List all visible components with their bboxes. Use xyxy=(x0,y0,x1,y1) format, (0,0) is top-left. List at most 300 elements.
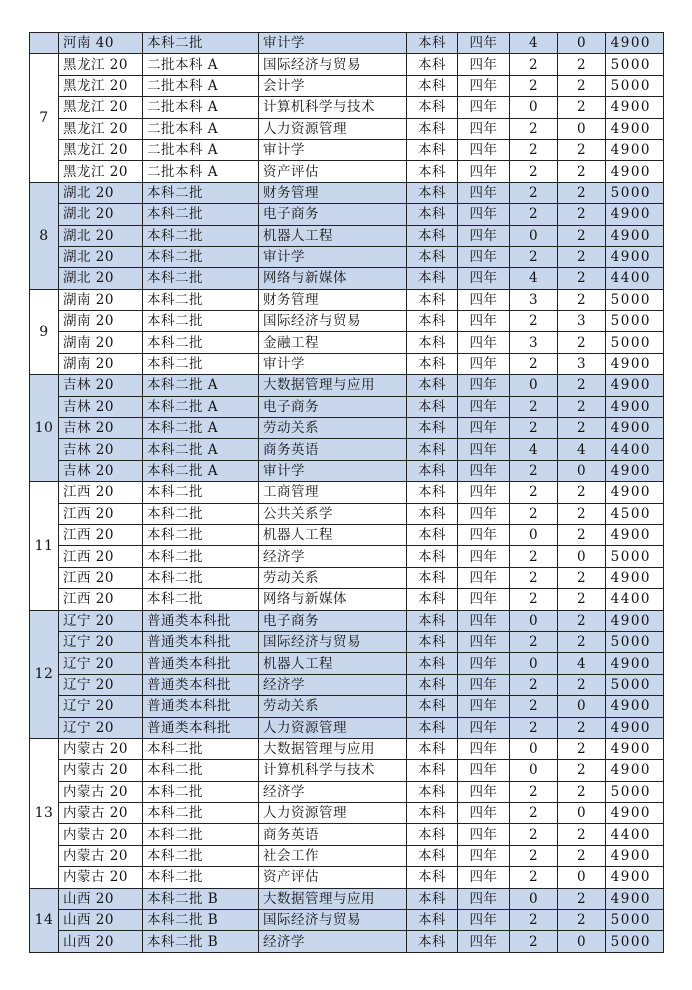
major-cell: 国际经济与贸易 xyxy=(259,631,407,652)
level-cell: 本科 xyxy=(407,610,458,631)
batch-cell: 二批本科 A xyxy=(143,161,259,182)
duration-cell: 四年 xyxy=(458,246,510,267)
level-cell: 本科 xyxy=(407,910,458,931)
plan-a-cell: 2 xyxy=(510,845,558,866)
major-cell: 财务管理 xyxy=(259,289,407,310)
plan-a-cell: 2 xyxy=(510,503,558,524)
province-quota-cell: 湖北 20 xyxy=(59,204,143,225)
major-cell: 金融工程 xyxy=(259,332,407,353)
province-quota-cell: 江西 20 xyxy=(59,589,143,610)
province-quota-cell: 黑龙江 20 xyxy=(59,139,143,160)
table-row xyxy=(30,97,664,118)
plan-a-cell: 0 xyxy=(510,738,558,759)
level-cell: 本科 xyxy=(407,353,458,374)
level-cell: 本科 xyxy=(407,182,458,203)
duration-cell: 四年 xyxy=(458,268,510,289)
tuition-cell: 4400 xyxy=(606,589,664,610)
tuition-cell: 4400 xyxy=(606,268,664,289)
major-cell: 网络与新媒体 xyxy=(259,268,407,289)
batch-cell: 本科二批 xyxy=(143,760,259,781)
plan-a-cell: 0 xyxy=(510,524,558,545)
province-quota-cell: 吉林 20 xyxy=(59,375,143,396)
province-quota-cell: 黑龙江 20 xyxy=(59,118,143,139)
major-cell: 商务英语 xyxy=(259,439,407,460)
table-row xyxy=(30,353,664,374)
major-cell: 劳动关系 xyxy=(259,696,407,717)
table-row xyxy=(30,760,664,781)
tuition-cell: 4900 xyxy=(606,33,664,54)
tuition-cell: 5000 xyxy=(606,781,664,802)
plan-a-cell: 2 xyxy=(510,182,558,203)
plan-a-cell: 0 xyxy=(510,610,558,631)
level-cell: 本科 xyxy=(407,824,458,845)
level-cell: 本科 xyxy=(407,482,458,503)
level-cell: 本科 xyxy=(407,931,458,952)
major-cell: 劳动关系 xyxy=(259,567,407,588)
group-number-cell: 9 xyxy=(30,289,59,375)
tuition-cell: 4900 xyxy=(606,867,664,888)
tuition-cell: 4900 xyxy=(606,717,664,738)
tuition-cell: 4900 xyxy=(606,375,664,396)
level-cell: 本科 xyxy=(407,33,458,54)
group-number-cell xyxy=(30,33,59,54)
plan-a-cell: 2 xyxy=(510,781,558,802)
enrollment-table xyxy=(29,32,664,953)
province-quota-cell: 江西 20 xyxy=(59,503,143,524)
plan-a-cell: 3 xyxy=(510,289,558,310)
level-cell: 本科 xyxy=(407,674,458,695)
plan-b-cell: 2 xyxy=(558,738,606,759)
province-quota-cell: 湖北 20 xyxy=(59,225,143,246)
plan-b-cell: 2 xyxy=(558,589,606,610)
province-quota-cell: 湖南 20 xyxy=(59,332,143,353)
duration-cell: 四年 xyxy=(458,888,510,909)
batch-cell: 本科二批 xyxy=(143,246,259,267)
duration-cell: 四年 xyxy=(458,460,510,481)
plan-b-cell: 2 xyxy=(558,418,606,439)
batch-cell: 本科二批 xyxy=(143,867,259,888)
tuition-cell: 5000 xyxy=(606,289,664,310)
level-cell: 本科 xyxy=(407,567,458,588)
group-number-cell: 8 xyxy=(30,182,59,289)
plan-b-cell: 2 xyxy=(558,54,606,75)
level-cell: 本科 xyxy=(407,781,458,802)
batch-cell: 本科二批 xyxy=(143,482,259,503)
plan-a-cell: 4 xyxy=(510,439,558,460)
province-quota-cell: 辽宁 20 xyxy=(59,674,143,695)
plan-a-cell: 2 xyxy=(510,460,558,481)
plan-b-cell: 2 xyxy=(558,760,606,781)
province-quota-cell: 辽宁 20 xyxy=(59,631,143,652)
major-cell: 审计学 xyxy=(259,246,407,267)
major-cell: 电子商务 xyxy=(259,204,407,225)
plan-b-cell: 2 xyxy=(558,824,606,845)
table-row xyxy=(30,225,664,246)
duration-cell: 四年 xyxy=(458,524,510,545)
tuition-cell: 4400 xyxy=(606,439,664,460)
level-cell: 本科 xyxy=(407,653,458,674)
tuition-cell: 4400 xyxy=(606,824,664,845)
level-cell: 本科 xyxy=(407,760,458,781)
table-row xyxy=(30,289,664,310)
table-row xyxy=(30,803,664,824)
major-cell: 人力资源管理 xyxy=(259,118,407,139)
duration-cell: 四年 xyxy=(458,482,510,503)
major-cell: 大数据管理与应用 xyxy=(259,375,407,396)
plan-b-cell: 2 xyxy=(558,524,606,545)
batch-cell: 本科二批 xyxy=(143,332,259,353)
plan-b-cell: 2 xyxy=(558,717,606,738)
major-cell: 电子商务 xyxy=(259,396,407,417)
group-number-cell: 7 xyxy=(30,54,59,182)
plan-b-cell: 3 xyxy=(558,311,606,332)
duration-cell: 四年 xyxy=(458,396,510,417)
plan-a-cell: 2 xyxy=(510,246,558,267)
plan-a-cell: 2 xyxy=(510,396,558,417)
duration-cell: 四年 xyxy=(458,139,510,160)
plan-b-cell: 0 xyxy=(558,33,606,54)
level-cell: 本科 xyxy=(407,589,458,610)
batch-cell: 本科二批 A xyxy=(143,418,259,439)
plan-b-cell: 2 xyxy=(558,97,606,118)
tuition-cell: 4900 xyxy=(606,460,664,481)
batch-cell: 本科二批 xyxy=(143,353,259,374)
level-cell: 本科 xyxy=(407,54,458,75)
table-row xyxy=(30,631,664,652)
table-row xyxy=(30,845,664,866)
duration-cell: 四年 xyxy=(458,353,510,374)
level-cell: 本科 xyxy=(407,867,458,888)
table-row xyxy=(30,824,664,845)
batch-cell: 本科二批 xyxy=(143,567,259,588)
plan-b-cell: 2 xyxy=(558,567,606,588)
province-quota-cell: 湖南 20 xyxy=(59,289,143,310)
major-cell: 资产评估 xyxy=(259,161,407,182)
batch-cell: 二批本科 A xyxy=(143,54,259,75)
batch-cell: 本科二批 B xyxy=(143,910,259,931)
plan-b-cell: 2 xyxy=(558,268,606,289)
table-row xyxy=(30,161,664,182)
major-cell: 人力资源管理 xyxy=(259,803,407,824)
batch-cell: 本科二批 A xyxy=(143,375,259,396)
plan-a-cell: 2 xyxy=(510,567,558,588)
tuition-cell: 4900 xyxy=(606,418,664,439)
level-cell: 本科 xyxy=(407,375,458,396)
batch-cell: 本科二批 xyxy=(143,311,259,332)
table-row xyxy=(30,610,664,631)
plan-a-cell: 2 xyxy=(510,867,558,888)
plan-a-cell: 2 xyxy=(510,418,558,439)
batch-cell: 本科二批 xyxy=(143,225,259,246)
plan-b-cell: 2 xyxy=(558,845,606,866)
plan-b-cell: 2 xyxy=(558,910,606,931)
tuition-cell: 5000 xyxy=(606,674,664,695)
plan-b-cell: 2 xyxy=(558,289,606,310)
province-quota-cell: 山西 20 xyxy=(59,910,143,931)
level-cell: 本科 xyxy=(407,845,458,866)
province-quota-cell: 吉林 20 xyxy=(59,460,143,481)
duration-cell: 四年 xyxy=(458,567,510,588)
table-row xyxy=(30,674,664,695)
tuition-cell: 5000 xyxy=(606,631,664,652)
plan-a-cell: 2 xyxy=(510,353,558,374)
tuition-cell: 5000 xyxy=(606,311,664,332)
province-quota-cell: 内蒙古 20 xyxy=(59,845,143,866)
duration-cell: 四年 xyxy=(458,182,510,203)
plan-b-cell: 0 xyxy=(558,546,606,567)
plan-a-cell: 2 xyxy=(510,204,558,225)
duration-cell: 四年 xyxy=(458,311,510,332)
tuition-cell: 5000 xyxy=(606,182,664,203)
plan-a-cell: 0 xyxy=(510,888,558,909)
plan-a-cell: 2 xyxy=(510,482,558,503)
table-row xyxy=(30,118,664,139)
plan-b-cell: 3 xyxy=(558,353,606,374)
table-row xyxy=(30,418,664,439)
plan-b-cell: 2 xyxy=(558,332,606,353)
duration-cell: 四年 xyxy=(458,589,510,610)
plan-a-cell: 0 xyxy=(510,97,558,118)
tuition-cell: 4900 xyxy=(606,696,664,717)
level-cell: 本科 xyxy=(407,204,458,225)
duration-cell: 四年 xyxy=(458,289,510,310)
batch-cell: 本科二批 xyxy=(143,204,259,225)
plan-a-cell: 2 xyxy=(510,161,558,182)
plan-b-cell: 2 xyxy=(558,204,606,225)
table-row xyxy=(30,781,664,802)
plan-b-cell: 2 xyxy=(558,503,606,524)
duration-cell: 四年 xyxy=(458,418,510,439)
province-quota-cell: 黑龙江 20 xyxy=(59,97,143,118)
table-row xyxy=(30,482,664,503)
major-cell: 大数据管理与应用 xyxy=(259,738,407,759)
province-quota-cell: 黑龙江 20 xyxy=(59,75,143,96)
batch-cell: 本科二批 xyxy=(143,33,259,54)
duration-cell: 四年 xyxy=(458,225,510,246)
plan-a-cell: 2 xyxy=(510,803,558,824)
tuition-cell: 4900 xyxy=(606,161,664,182)
plan-a-cell: 2 xyxy=(510,311,558,332)
major-cell: 人力资源管理 xyxy=(259,717,407,738)
level-cell: 本科 xyxy=(407,460,458,481)
plan-a-cell: 0 xyxy=(510,375,558,396)
major-cell: 机器人工程 xyxy=(259,225,407,246)
major-cell: 电子商务 xyxy=(259,610,407,631)
province-quota-cell: 内蒙古 20 xyxy=(59,824,143,845)
plan-a-cell: 2 xyxy=(510,631,558,652)
batch-cell: 二批本科 A xyxy=(143,139,259,160)
plan-b-cell: 2 xyxy=(558,674,606,695)
tuition-cell: 5000 xyxy=(606,332,664,353)
duration-cell: 四年 xyxy=(458,610,510,631)
plan-a-cell: 2 xyxy=(510,54,558,75)
major-cell: 国际经济与贸易 xyxy=(259,54,407,75)
plan-a-cell: 0 xyxy=(510,653,558,674)
province-quota-cell: 江西 20 xyxy=(59,482,143,503)
tuition-cell: 4900 xyxy=(606,353,664,374)
duration-cell: 四年 xyxy=(458,910,510,931)
batch-cell: 本科二批 xyxy=(143,182,259,203)
level-cell: 本科 xyxy=(407,97,458,118)
major-cell: 审计学 xyxy=(259,460,407,481)
table-row xyxy=(30,332,664,353)
level-cell: 本科 xyxy=(407,75,458,96)
plan-a-cell: 2 xyxy=(510,824,558,845)
plan-a-cell: 2 xyxy=(510,910,558,931)
plan-b-cell: 2 xyxy=(558,482,606,503)
duration-cell: 四年 xyxy=(458,696,510,717)
level-cell: 本科 xyxy=(407,418,458,439)
batch-cell: 普通类本科批 xyxy=(143,674,259,695)
batch-cell: 本科二批 xyxy=(143,546,259,567)
table-row xyxy=(30,396,664,417)
province-quota-cell: 山西 20 xyxy=(59,931,143,952)
province-quota-cell: 湖北 20 xyxy=(59,182,143,203)
duration-cell: 四年 xyxy=(458,760,510,781)
level-cell: 本科 xyxy=(407,268,458,289)
table-row xyxy=(30,246,664,267)
batch-cell: 普通类本科批 xyxy=(143,696,259,717)
batch-cell: 本科二批 xyxy=(143,738,259,759)
major-cell: 经济学 xyxy=(259,546,407,567)
province-quota-cell: 山西 20 xyxy=(59,888,143,909)
major-cell: 劳动关系 xyxy=(259,418,407,439)
batch-cell: 本科二批 xyxy=(143,824,259,845)
table-row xyxy=(30,75,664,96)
level-cell: 本科 xyxy=(407,524,458,545)
table-row xyxy=(30,311,664,332)
tuition-cell: 4900 xyxy=(606,139,664,160)
level-cell: 本科 xyxy=(407,396,458,417)
major-cell: 资产评估 xyxy=(259,867,407,888)
duration-cell: 四年 xyxy=(458,803,510,824)
tuition-cell: 4900 xyxy=(606,204,664,225)
plan-b-cell: 2 xyxy=(558,182,606,203)
table-row xyxy=(30,653,664,674)
level-cell: 本科 xyxy=(407,717,458,738)
group-number-cell: 13 xyxy=(30,738,59,888)
duration-cell: 四年 xyxy=(458,845,510,866)
table-row xyxy=(30,867,664,888)
plan-b-cell: 2 xyxy=(558,781,606,802)
duration-cell: 四年 xyxy=(458,781,510,802)
level-cell: 本科 xyxy=(407,503,458,524)
province-quota-cell: 内蒙古 20 xyxy=(59,803,143,824)
province-quota-cell: 内蒙古 20 xyxy=(59,738,143,759)
plan-a-cell: 4 xyxy=(510,268,558,289)
table-row xyxy=(30,182,664,203)
plan-a-cell: 2 xyxy=(510,589,558,610)
province-quota-cell: 内蒙古 20 xyxy=(59,781,143,802)
major-cell: 经济学 xyxy=(259,931,407,952)
plan-a-cell: 3 xyxy=(510,332,558,353)
duration-cell: 四年 xyxy=(458,439,510,460)
plan-b-cell: 0 xyxy=(558,118,606,139)
province-quota-cell: 辽宁 20 xyxy=(59,610,143,631)
duration-cell: 四年 xyxy=(458,118,510,139)
level-cell: 本科 xyxy=(407,738,458,759)
province-quota-cell: 黑龙江 20 xyxy=(59,54,143,75)
table-row xyxy=(30,546,664,567)
province-quota-cell: 吉林 20 xyxy=(59,418,143,439)
level-cell: 本科 xyxy=(407,246,458,267)
major-cell: 审计学 xyxy=(259,139,407,160)
level-cell: 本科 xyxy=(407,332,458,353)
major-cell: 社会工作 xyxy=(259,845,407,866)
group-number-cell: 14 xyxy=(30,888,59,952)
plan-a-cell: 4 xyxy=(510,33,558,54)
batch-cell: 本科二批 xyxy=(143,845,259,866)
plan-b-cell: 2 xyxy=(558,631,606,652)
table-row xyxy=(30,33,664,54)
duration-cell: 四年 xyxy=(458,631,510,652)
major-cell: 经济学 xyxy=(259,674,407,695)
table-row xyxy=(30,931,664,952)
batch-cell: 本科二批 B xyxy=(143,931,259,952)
group-number-cell: 10 xyxy=(30,375,59,482)
level-cell: 本科 xyxy=(407,161,458,182)
plan-b-cell: 4 xyxy=(558,439,606,460)
batch-cell: 本科二批 A xyxy=(143,439,259,460)
major-cell: 机器人工程 xyxy=(259,653,407,674)
level-cell: 本科 xyxy=(407,118,458,139)
plan-b-cell: 2 xyxy=(558,246,606,267)
duration-cell: 四年 xyxy=(458,204,510,225)
province-quota-cell: 辽宁 20 xyxy=(59,696,143,717)
province-quota-cell: 湖北 20 xyxy=(59,246,143,267)
tuition-cell: 4900 xyxy=(606,482,664,503)
major-cell: 网络与新媒体 xyxy=(259,589,407,610)
province-quota-cell: 江西 20 xyxy=(59,546,143,567)
batch-cell: 本科二批 xyxy=(143,781,259,802)
plan-b-cell: 0 xyxy=(558,460,606,481)
table-row xyxy=(30,717,664,738)
table-row xyxy=(30,375,664,396)
tuition-cell: 5000 xyxy=(606,931,664,952)
batch-cell: 本科二批 xyxy=(143,803,259,824)
province-quota-cell: 湖北 20 xyxy=(59,268,143,289)
table-row xyxy=(30,439,664,460)
level-cell: 本科 xyxy=(407,139,458,160)
major-cell: 国际经济与贸易 xyxy=(259,311,407,332)
tuition-cell: 4900 xyxy=(606,567,664,588)
table-row xyxy=(30,268,664,289)
duration-cell: 四年 xyxy=(458,931,510,952)
major-cell: 工商管理 xyxy=(259,482,407,503)
plan-b-cell: 2 xyxy=(558,610,606,631)
batch-cell: 普通类本科批 xyxy=(143,610,259,631)
duration-cell: 四年 xyxy=(458,54,510,75)
table-row xyxy=(30,589,664,610)
plan-a-cell: 0 xyxy=(510,760,558,781)
table-row xyxy=(30,54,664,75)
duration-cell: 四年 xyxy=(458,161,510,182)
province-quota-cell: 吉林 20 xyxy=(59,439,143,460)
duration-cell: 四年 xyxy=(458,824,510,845)
tuition-cell: 4900 xyxy=(606,97,664,118)
duration-cell: 四年 xyxy=(458,33,510,54)
tuition-cell: 4900 xyxy=(606,653,664,674)
duration-cell: 四年 xyxy=(458,75,510,96)
table-row xyxy=(30,696,664,717)
plan-a-cell: 2 xyxy=(510,674,558,695)
batch-cell: 普通类本科批 xyxy=(143,653,259,674)
duration-cell: 四年 xyxy=(458,674,510,695)
province-quota-cell: 辽宁 20 xyxy=(59,717,143,738)
tuition-cell: 5000 xyxy=(606,54,664,75)
plan-b-cell: 2 xyxy=(558,888,606,909)
tuition-cell: 4900 xyxy=(606,524,664,545)
